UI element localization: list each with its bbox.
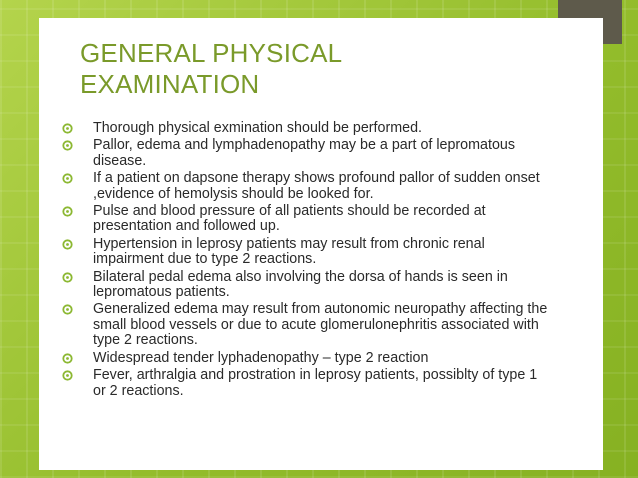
bullet-text: Bilateral pedal edema also involving the dorsa of hands is seen in lepromatous patients. bbox=[93, 268, 508, 301]
bullet-text: Generalized edema may result from autonomic neuropathy affecting the small blood vessels or due to acute glomerulonephritis associated with type 2 reactions. bbox=[93, 301, 548, 349]
sun-circle-icon bbox=[62, 173, 73, 184]
bullet-text: Widespread tender lyphadenopathy – type 2 reaction bbox=[93, 349, 429, 366]
sun-circle-icon bbox=[62, 140, 73, 151]
sun-circle-icon bbox=[62, 272, 73, 283]
bullet-item bbox=[62, 302, 550, 348]
bullet-item bbox=[62, 368, 550, 399]
bullet-item bbox=[62, 270, 550, 301]
bullet-text: Pallor, edema and lymphadenopathy may be a part of lepromatous disease. bbox=[93, 137, 516, 169]
bullet-item bbox=[62, 121, 550, 136]
bullet-item bbox=[62, 138, 550, 169]
sun-circle-icon bbox=[62, 206, 73, 217]
bullet-text: Thorough physical exmination should be performed. bbox=[93, 120, 423, 136]
bullet-list bbox=[62, 121, 550, 401]
bullet-item bbox=[62, 171, 550, 202]
bullet-text: Pulse and blood pressure of all patients should be recorded at presentation and followed up. bbox=[93, 203, 486, 235]
sun-circle-icon bbox=[62, 123, 73, 134]
sun-circle-icon bbox=[62, 370, 73, 381]
bullet-text: Hypertension in leprosy patients may result from chronic renal impairment due to type 2 reactions. bbox=[93, 235, 485, 268]
sun-circle-icon bbox=[62, 304, 73, 315]
sun-circle-icon bbox=[62, 353, 73, 364]
bullet-text: If a patient on dapsone therapy shows profound pallor of sudden onset ,evidence of hemolysis should be looked for. bbox=[93, 170, 540, 202]
slide-title: GENERAL PHYSICAL EXAMINATION bbox=[80, 38, 342, 99]
sun-circle-icon bbox=[62, 239, 73, 250]
bullet-item bbox=[62, 237, 550, 268]
bullet-text: Fever, arthralgia and prostration in leprosy patients, possiblty of type 1 or 2 reactions. bbox=[93, 367, 538, 399]
bullet-item bbox=[62, 351, 550, 366]
bullet-item bbox=[62, 204, 550, 235]
